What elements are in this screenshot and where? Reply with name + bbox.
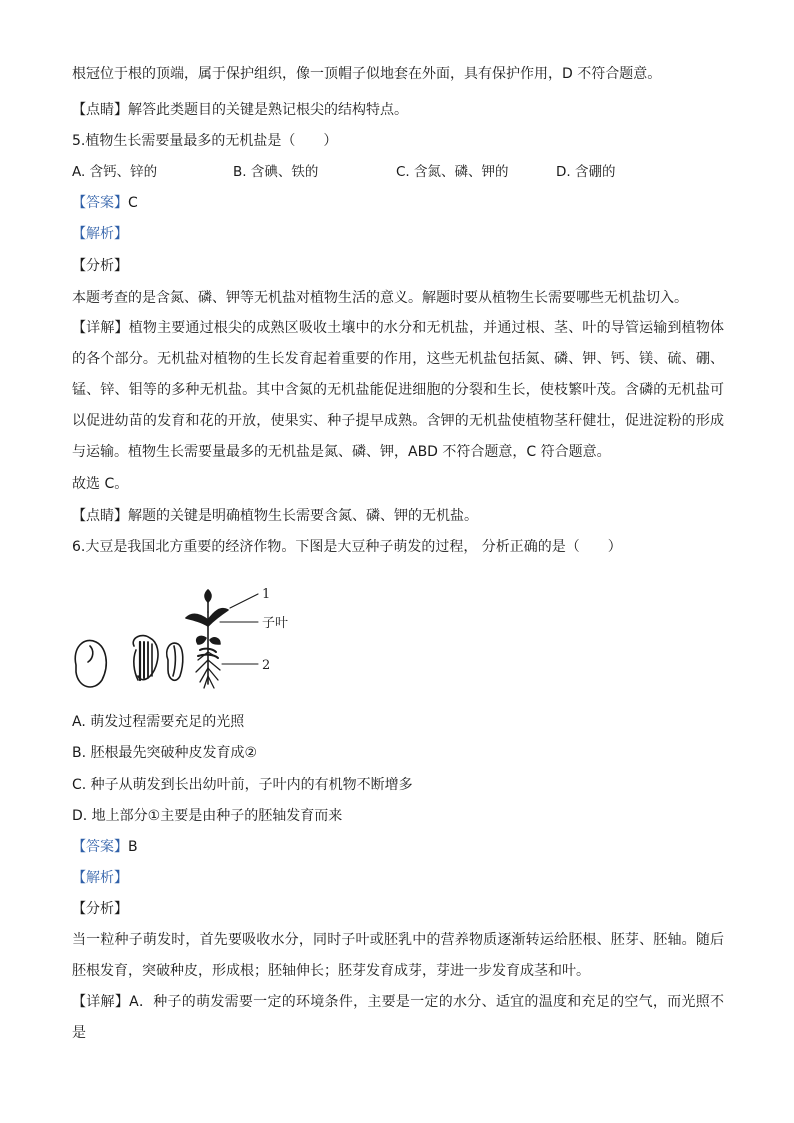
answer-value: C	[128, 195, 138, 211]
question-5-detail: 【详解】植物主要通过根尖的成熟区吸收土壤中的水分和无机盐，并通过根、茎、叶的导管运输到植物体的各个部分。无机盐对植物的生长发育起着重要的作用，这些无机盐包括氮、磷、钾、钙、镁、硫、硼、锰、锌、钼等的多种无机盐。其中含氮的无机盐能促进细胞的分裂和生长，使枝繁叶茂。含磷的无机盐可以促进幼苗的发育和花的开放，使果实、种子提早成熟。含钾的无机盐使植物茎秆健壮，促进淀粉的形成与运输。植物生长需要量最多的无机盐是氮、磷、钾，ABD 不符合题意，C 符合题意。	[72, 320, 725, 460]
answer-tag: 【答案】	[72, 839, 128, 855]
bean-seed-drawing	[75, 640, 106, 687]
question-6-stem: 6.大豆是我国北方重要的经济作物。下图是大豆种子萌发的过程， 分析正确的是（ ）	[72, 539, 622, 555]
question-5-option-b: B. 含碘、铁的	[233, 164, 319, 180]
question-5-choose: 故选 C。	[72, 476, 129, 492]
question-6-fenxi-text: 当一粒种子萌发时，首先要吸收水分，同时子叶或胚乳中的营养物质逐渐转运给胚根、胚芽、胚轴。随后胚根发育，突破种皮，形成根；胚轴伸长；胚芽发育成芽，芽进一步发育成茎和叶。	[72, 932, 724, 979]
figure-label-1: 1	[262, 587, 271, 602]
question-6-option-c: C. 种子从萌发到长出幼叶前，子叶内的有机物不断增多	[72, 777, 413, 793]
question-6-option-a: A. 萌发过程需要充足的光照	[72, 714, 245, 730]
question-5-answer	[72, 193, 734, 213]
question-5-fenxi-tag: 【分析】	[72, 258, 128, 274]
question-5-option-d: D. 含硼的	[556, 164, 616, 180]
prev-dianjing: 【点睛】解答此类题目的关键是熟记根尖的结构特点。	[72, 102, 408, 118]
dianjing-tag: 【点睛】	[72, 102, 128, 118]
seed-germination-drawing	[70, 580, 310, 698]
question-5-jiexi-tag: 【解析】	[72, 226, 128, 242]
detail-tag: 【详解】	[72, 994, 130, 1010]
question-6-detail: 【详解】A．种子的萌发需要一定的环境条件，主要是一定的水分、适宜的温度和充足的空气，而光照不是	[72, 994, 725, 1041]
answer-value: B	[128, 839, 138, 855]
dianjing-tag: 【点睛】	[72, 508, 128, 524]
question-6-fenxi-tag: 【分析】	[72, 901, 128, 917]
question-5-dianjing: 【点睛】解题的关键是明确植物生长需要含氮、磷、钾的无机盐。	[72, 508, 478, 524]
callout-lines	[220, 594, 258, 664]
bean-drawing-3	[167, 643, 183, 680]
question-5-option-c: C. 含氮、磷、钾的	[396, 164, 509, 180]
figure-label-ziye: 子叶	[262, 616, 289, 631]
question-5-option-a: A. 含钙、锌的	[72, 164, 158, 180]
figure-label-2: 2	[262, 658, 271, 673]
question-6-option-b: B. 胚根最先突破种皮发育成②	[72, 745, 258, 761]
germinating-seed-drawing	[133, 636, 158, 680]
question-6-option-d: D. 地上部分①主要是由种子的胚轴发育而来	[72, 808, 343, 824]
question-5-fenxi-text: 本题考查的是含氮、磷、钾等无机盐对植物生活的意义。解题时要从植物生长需要哪些无机盐切入。	[72, 290, 688, 306]
answer-tag: 【答案】	[72, 195, 128, 211]
prev-explanation-line: 根冠位于根的顶端，属于保护组织，像一顶帽子似地套在外面，具有保护作用，D 不符合题意。	[72, 66, 662, 82]
detail-tag: 【详解】	[72, 320, 129, 336]
question-6-answer	[72, 837, 734, 857]
seedling-drawing	[186, 590, 228, 688]
seed-germination-figure	[70, 580, 310, 698]
question-5-stem: 5.植物生长需要量最多的无机盐是（ ）	[72, 133, 338, 149]
question-6-jiexi-tag: 【解析】	[72, 870, 128, 886]
